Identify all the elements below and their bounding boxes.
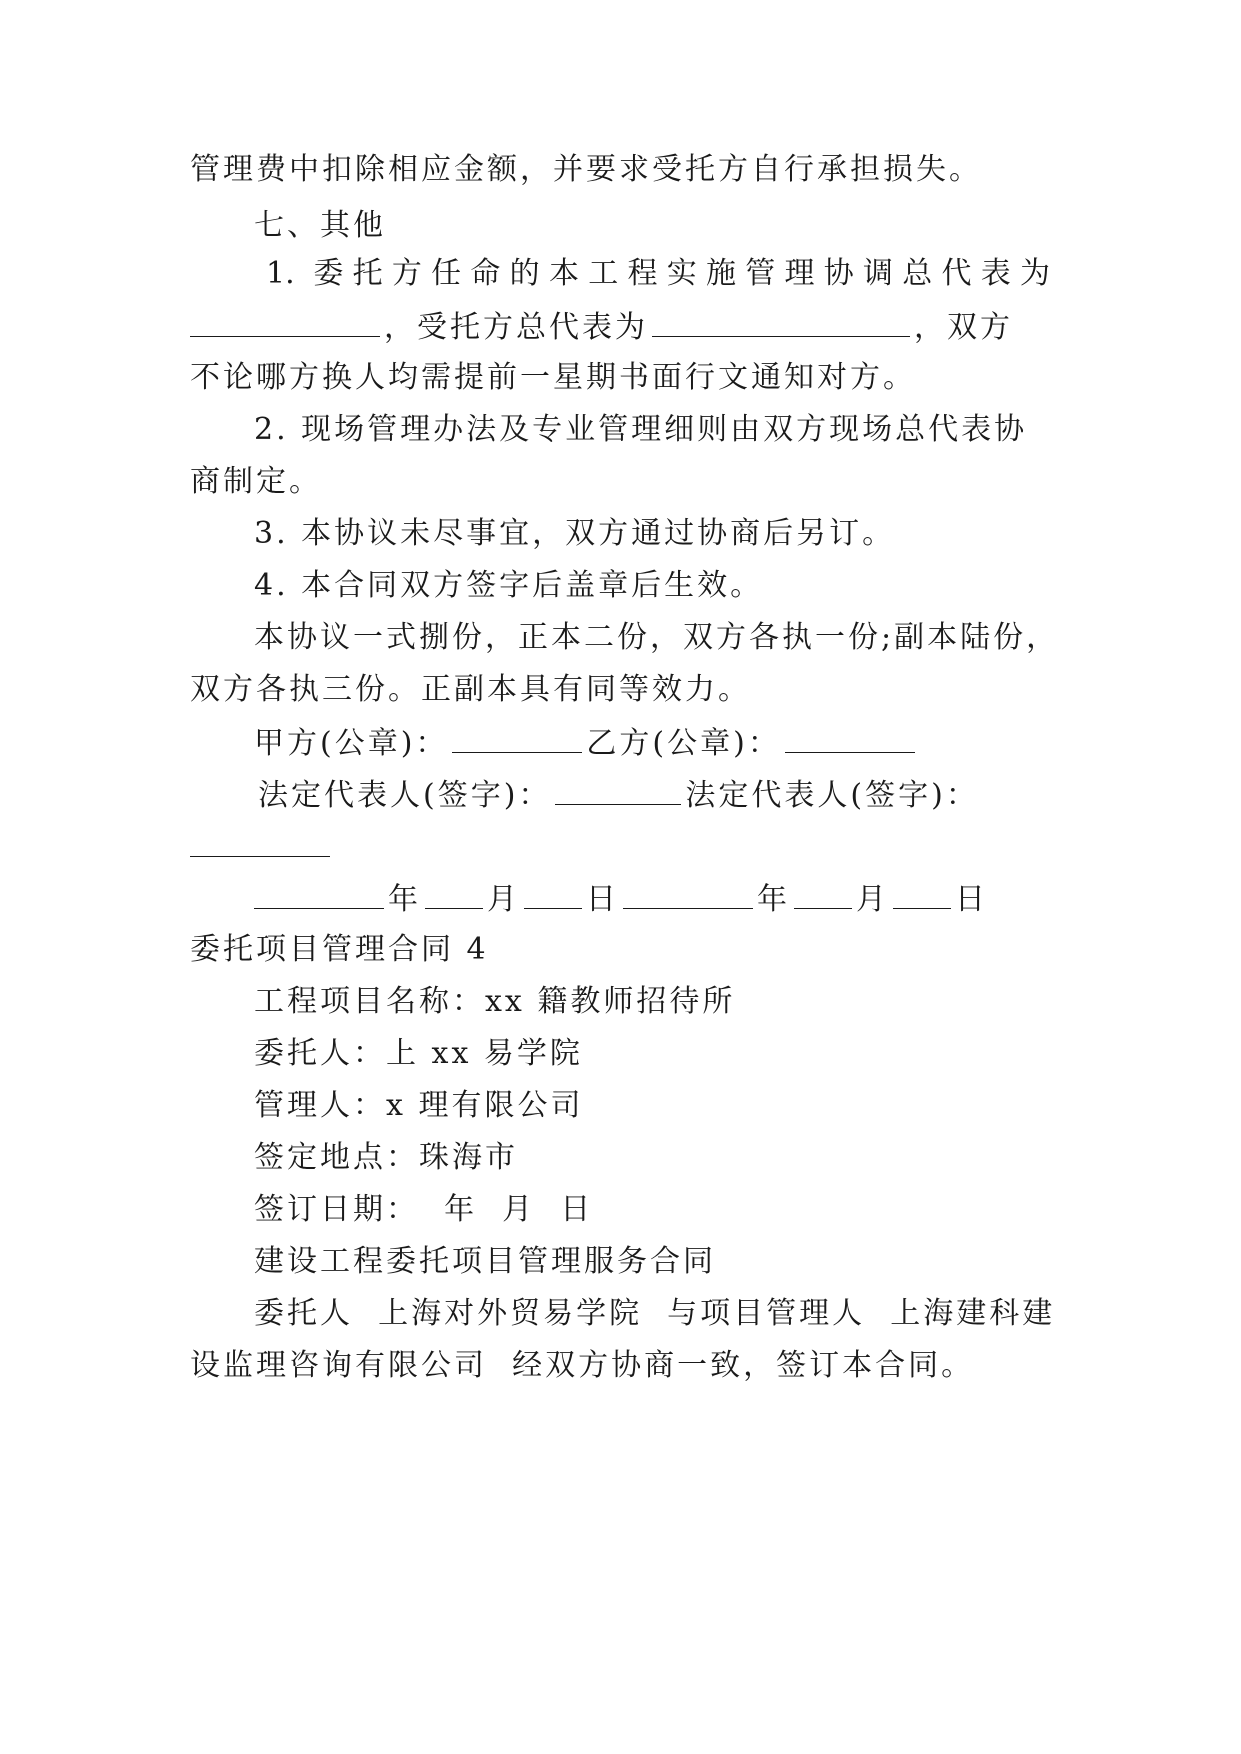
fill-in-blank [623,878,753,909]
paragraph-line: 1. 委托方任命的本工程实施管理协调总代表为 [266,256,1050,291]
paragraph-line: 商制定。 [190,464,322,499]
day-label: 日 [586,882,619,917]
fill-in-blank [524,878,582,909]
paragraph-line: 3. 本协议未尽事宜，双方通过协商后另订。 [254,516,896,551]
paragraph-line: 管理人：x 理有限公司 [254,1088,584,1123]
fill-in-blank [425,878,483,909]
party-b-rep-label: 法定代表人(签字)： [685,778,979,813]
paragraph-line: 工程项目名称：xx 籍教师招待所 [254,984,736,1019]
signature-line [258,774,1118,816]
paragraph-line: 2. 现场管理办法及专业管理细则由双方现场总代表协 [254,412,1028,447]
paragraph-line: 不论哪方换人均需提前一星期书面行文通知对方。 [190,360,916,395]
fill-in-blank [794,878,852,909]
paragraph-line: 委托人 上海对外贸易学院 与项目管理人 上海建科建 [254,1296,1056,1331]
party-a-seal-label: 甲方(公章)： [254,726,449,761]
day-label: 日 [955,882,988,917]
section-heading: 七、其他 [254,208,386,243]
month-label: 月 [487,882,520,917]
text-fragment: ，双方 [914,310,1013,345]
fill-in-blank [652,306,910,337]
paragraph-line: 双方各执三份。正副本具有同等效力。 [190,672,751,707]
signature-line [254,722,1114,764]
fill-in-blank [190,826,330,857]
party-a-rep-label: 法定代表人(签字)： [258,778,552,813]
fill-in-blank [190,306,380,337]
paragraph-line [190,306,1050,348]
month-label: 月 [856,882,889,917]
date-line [254,878,1114,920]
party-b-seal-label: 乙方(公章)： [586,726,781,761]
year-label: 年 [757,882,790,917]
fill-in-blank [555,774,681,805]
fill-in-blank [254,878,384,909]
paragraph-line: 设监理咨询有限公司 经双方协商一致，签订本合同。 [190,1348,975,1383]
year-label: 年 [388,882,421,917]
document-heading: 委托项目管理合同 4 [190,932,489,967]
paragraph-line: 管理费中扣除相应金额，并要求受托方自行承担损失。 [190,152,982,187]
signature-line [190,826,1050,868]
text-fragment: ，受托方总代表为 [384,310,648,345]
paragraph-line: 签订日期： 年 月 日 [254,1192,594,1227]
fill-in-blank [893,878,951,909]
contract-title: 建设工程委托项目管理服务合同 [254,1244,716,1279]
paragraph-line: 签定地点：珠海市 [254,1140,518,1175]
paragraph-line: 4. 本合同双方签字后盖章后生效。 [254,568,764,603]
fill-in-blank [452,722,582,753]
paragraph-line: 委托人：上 xx 易学院 [254,1036,583,1071]
paragraph-line: 本协议一式捌份，正本二份，双方各执一份;副本陆份， [254,620,1060,655]
fill-in-blank [785,722,915,753]
